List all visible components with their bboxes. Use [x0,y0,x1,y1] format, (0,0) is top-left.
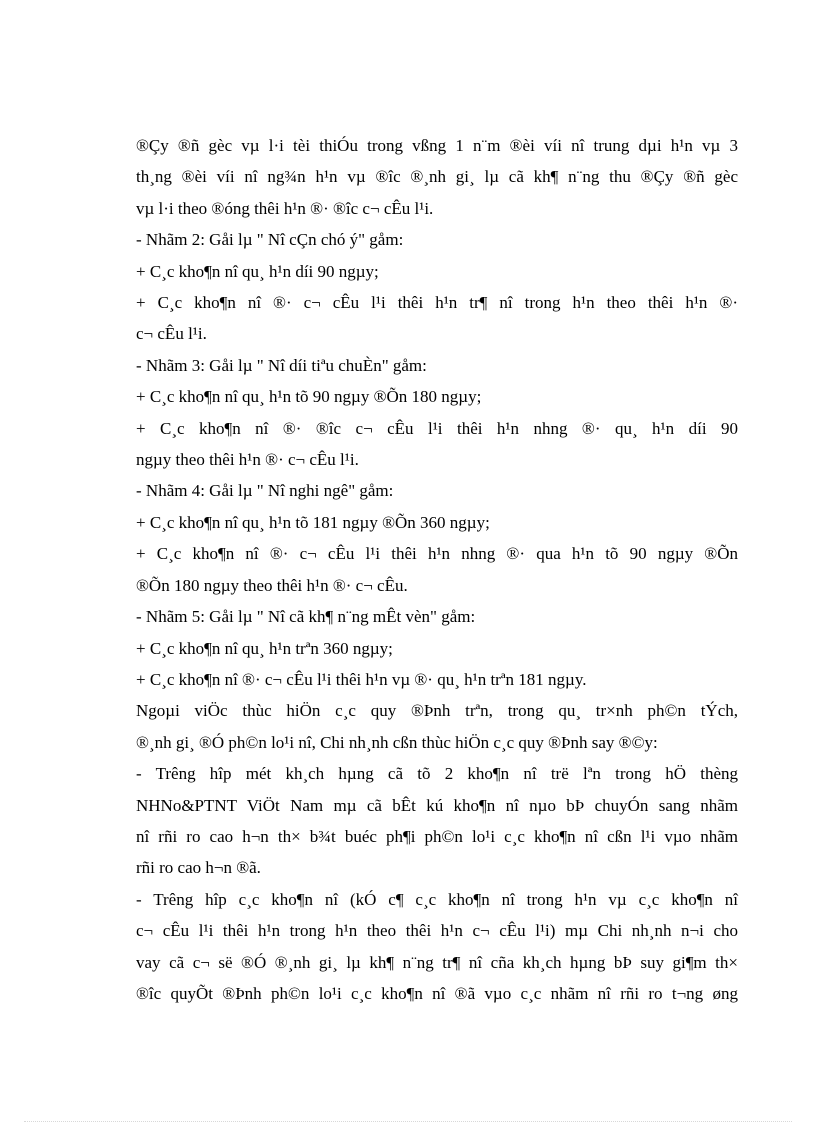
text-line: - Trêng hîp c¸c kho¶n nî (kÓ c¶ c¸c kho¶n nî trong h¹n vµ c¸c kho¶n nî [136,889,738,909]
text-line: + C¸c kho¶n nî qu¸ h¹n díi 90 ngµy; [136,261,379,281]
text-line: - Nhãm 2: Gåi lµ " Nî cÇn chó ý" gåm: [136,230,404,250]
text-line: rñi ro cao h¬n ®ã. [136,858,261,878]
text-line: ®¸nh gi¸ ®Ó ph©n lo¹i nî, Chi nh¸nh cßn thùc hiÖn c¸c quy ®Þnh say ®©y: [136,732,658,752]
text-line: c¬ cÊu l¹i. [136,324,207,344]
text-line: + C¸c kho¶n nî ®· c¬ cÊu l¹i thêi h¹n tr¶ nî trong h¹n theo thêi h¹n ®· [136,293,738,313]
page-bottom-divider [24,1121,792,1122]
text-line: + C¸c kho¶n nî qu¸ h¹n tõ 90 ngµy ®Õn 180 ngµy; [136,387,482,407]
text-line: + C¸c kho¶n nî qu¸ h¹n trªn 360 ngµy; [136,638,393,658]
text-line: c¬ cÊu l¹i thêi h¹n trong h¹n theo thêi h¹n c¬ cÊu l¹i) mµ Chi nh¸nh n¬i cho [136,921,738,941]
text-line: vay cã c¬ së ®Ó ®¸nh gi¸ lµ kh¶ n¨ng tr¶ nî cña kh¸ch hµng bÞ suy gi¶m th× [136,952,738,972]
text-line: - Nhãm 4: Gåi lµ " Nî nghi ngê" gåm: [136,481,394,501]
text-line: + C¸c kho¶n nî qu¸ h¹n tõ 181 ngµy ®Õn 360 ngµy; [136,512,490,532]
text-line: + C¸c kho¶n nî ®· c¬ cÊu l¹i thêi h¹n vµ ®· qu¸ h¹n trªn 181 ngµy. [136,669,587,689]
text-line: nî rñi ro cao h¬n th× b¾t buéc ph¶i ph©n lo¹i c¸c kho¶n nî cßn l¹i vµo nhãm [136,826,738,846]
text-line: th¸ng ®èi víi nî ng¾n h¹n vµ ®îc ®¸nh gi¸ lµ cã kh¶ n¨ng thu ®Çy ®ñ gèc [136,167,738,187]
text-line: Ngoµi viÖc thùc hiÖn c¸c quy ®Þnh trªn, trong qu¸ tr×nh ph©n tÝch, [136,701,738,721]
text-line: ®Õn 180 ngµy theo thêi h¹n ®· c¬ cÊu. [136,575,408,595]
text-line: - Nhãm 5: Gåi lµ " Nî cã kh¶ n¨ng mÊt vèn" gåm: [136,607,476,627]
text-line: + C¸c kho¶n nî ®· ®îc c¬ cÊu l¹i thêi h¹n nhng ®· qu¸ h¹n díi 90 [136,418,738,438]
text-line: vµ l·i theo ®óng thêi h¹n ®· ®îc c¬ cÊu l¹i. [136,198,434,218]
text-line: - Trêng hîp mét kh¸ch hµng cã tõ 2 kho¶n nî trë lªn trong hÖ thèng [136,764,738,784]
text-line: - Nhãm 3: Gåi lµ " Nî díi tiªu chuÈn" gåm: [136,355,427,375]
text-line: NHNo&PTNT ViÖt Nam mµ cã bÊt kú kho¶n nî nµo bÞ chuyÓn sang nhãm [136,795,738,815]
text-line: ®Çy ®ñ gèc vµ l·i tèi thiÓu trong vßng 1 n¨m ®èi víi nî trung dµi h¹n vµ 3 [136,136,738,155]
text-line: ngµy theo thêi h¹n ®· c¬ cÊu l¹i. [136,450,359,470]
text-line: + C¸c kho¶n nî ®· c¬ cÊu l¹i thêi h¹n nhng ®· qua h¹n tõ 90 ngµy ®Õn [136,544,738,564]
text-line: ®îc quyÕt ®Þnh ph©n lo¹i c¸c kho¶n nî ®ã vµo c¸c nhãm nî rñi ro t¬ng øng [136,983,738,1003]
document-body [136,130,738,1009]
